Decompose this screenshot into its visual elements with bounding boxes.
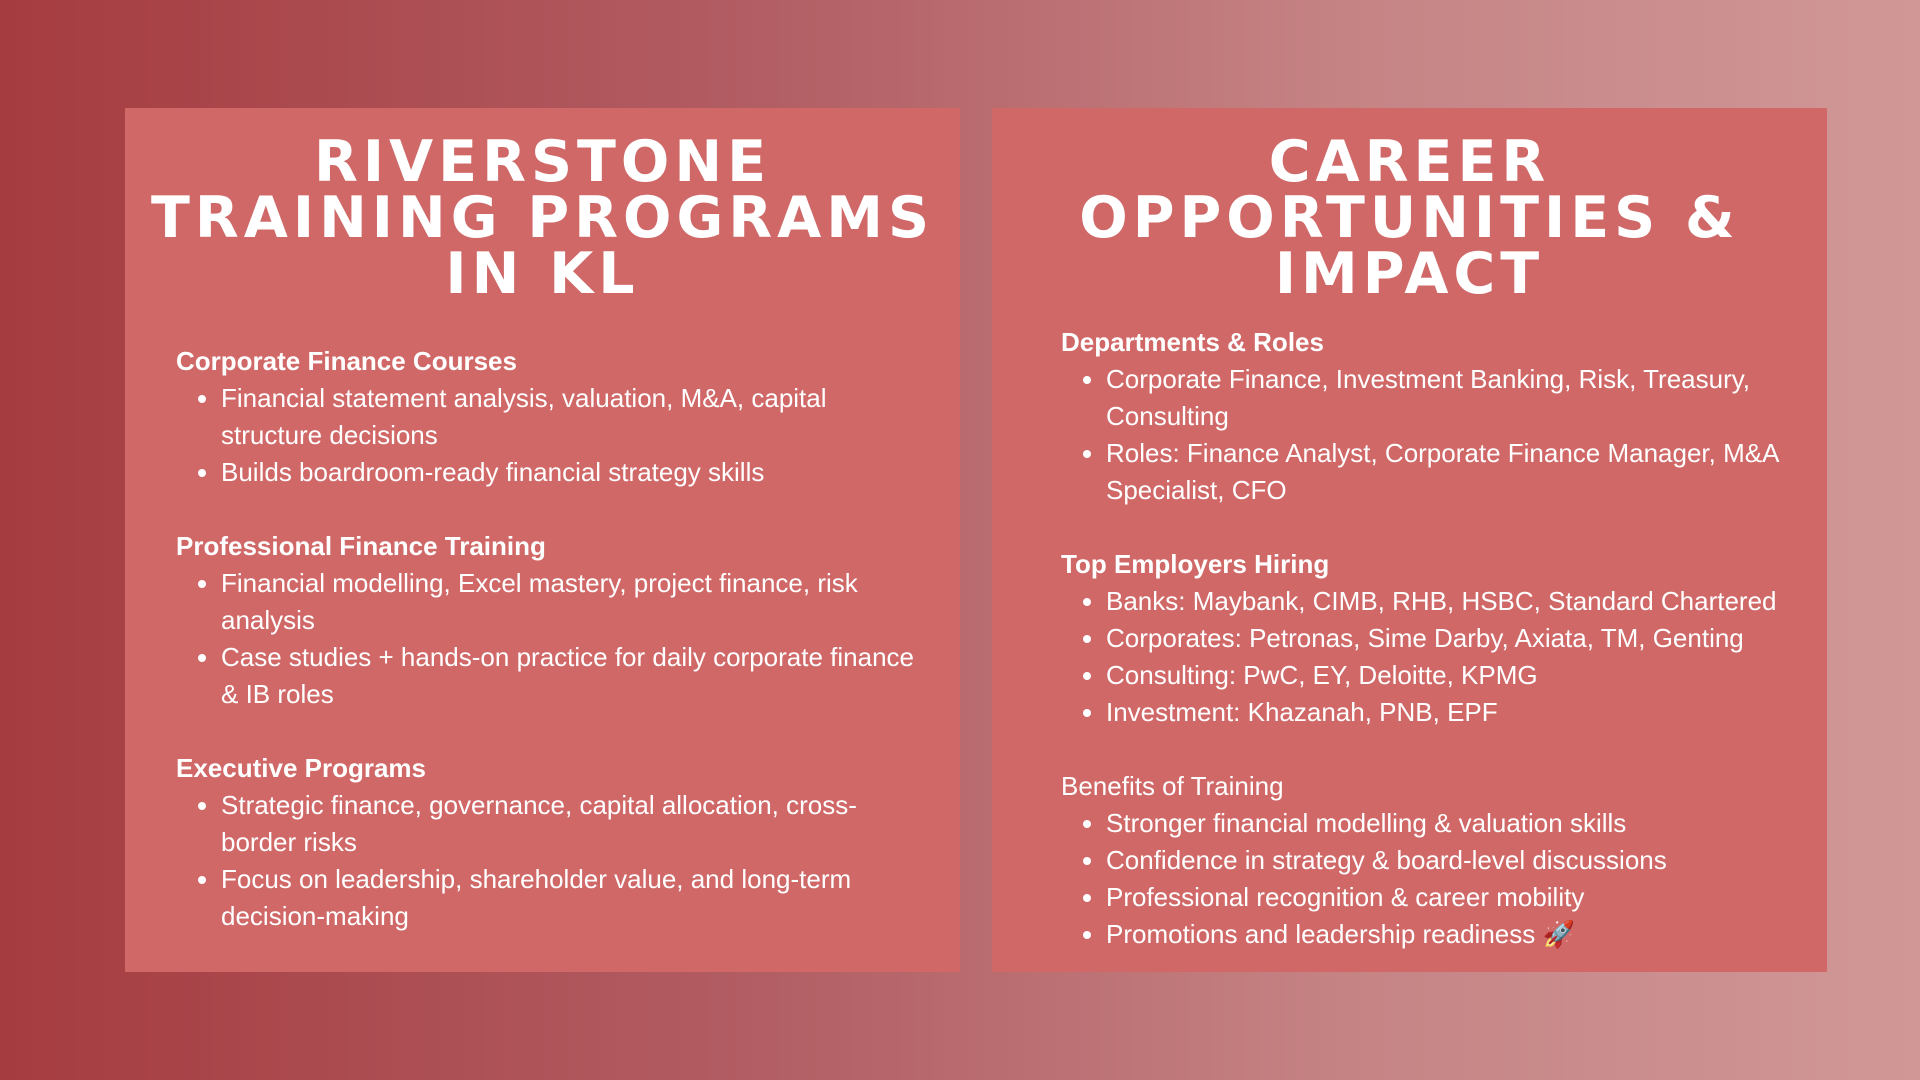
career-opportunities-panel [992, 108, 1827, 972]
title-line: TRAINING PROGRAMS [150, 185, 935, 251]
list-item: • Professional recognition & career mobility [1106, 879, 1807, 916]
section-heading: Top Employers Hiring [1061, 549, 1330, 579]
departments-roles-section [1061, 324, 1807, 509]
section-heading: Professional Finance Training [176, 531, 546, 561]
list-item: • Promotions and leadership readiness 🚀 [1106, 916, 1807, 953]
list-item: • Strategic finance, governance, capital allocation, cross-border risks [221, 787, 920, 861]
title-line: IMPACT [1274, 241, 1545, 307]
title-line: RIVERSTONE [313, 129, 772, 195]
section-heading: Benefits of Training [1061, 771, 1284, 801]
list-item: • Financial statement analysis, valuation, M&A, capital structure decisions [221, 380, 920, 454]
training-programs-title [125, 129, 960, 307]
benefits-of-training-section [1061, 768, 1807, 953]
list-item: • Consulting: PwC, EY, Deloitte, KPMG [1106, 657, 1807, 694]
list-item: • Financial modelling, Excel mastery, project finance, risk analysis [221, 565, 920, 639]
list-item: • Corporates: Petronas, Sime Darby, Axiata, TM, Genting [1106, 620, 1807, 657]
list-item: • Investment: Khazanah, PNB, EPF [1106, 694, 1807, 731]
bullet-list [1061, 361, 1807, 509]
title-line: IN KL [445, 241, 640, 307]
list-item: • Case studies + hands-on practice for daily corporate finance & IB roles [221, 639, 920, 713]
list-item: • Builds boardroom-ready financial strategy skills [221, 454, 920, 491]
bullet-list [176, 380, 920, 491]
section-heading: Corporate Finance Courses [176, 346, 517, 376]
title-line: OPPORTUNITIES & [1079, 185, 1740, 251]
career-opportunities-content [1061, 324, 1807, 990]
list-item: • Stronger financial modelling & valuation skills [1106, 805, 1807, 842]
executive-programs-section [176, 750, 920, 935]
corporate-finance-courses-section [176, 343, 920, 491]
training-programs-panel [125, 108, 960, 972]
list-item: • Banks: Maybank, CIMB, RHB, HSBC, Standard Chartered [1106, 583, 1807, 620]
list-item: • Roles: Finance Analyst, Corporate Finance Manager, M&A Specialist, CFO [1106, 435, 1807, 509]
training-programs-content [176, 343, 920, 972]
section-heading: Departments & Roles [1061, 327, 1324, 357]
title-line: CAREER [1268, 129, 1551, 195]
section-heading: Executive Programs [176, 753, 427, 783]
list-item: • Focus on leadership, shareholder value, and long-term decision-making [221, 861, 920, 935]
bullet-list [176, 565, 920, 713]
bullet-list [1061, 583, 1807, 731]
career-opportunities-title [992, 129, 1827, 307]
bullet-list [176, 787, 920, 935]
professional-finance-training-section [176, 528, 920, 713]
bullet-list [1061, 805, 1807, 953]
list-item: • Corporate Finance, Investment Banking, Risk, Treasury, Consulting [1106, 361, 1807, 435]
top-employers-section [1061, 546, 1807, 731]
list-item: • Confidence in strategy & board-level discussions [1106, 842, 1807, 879]
